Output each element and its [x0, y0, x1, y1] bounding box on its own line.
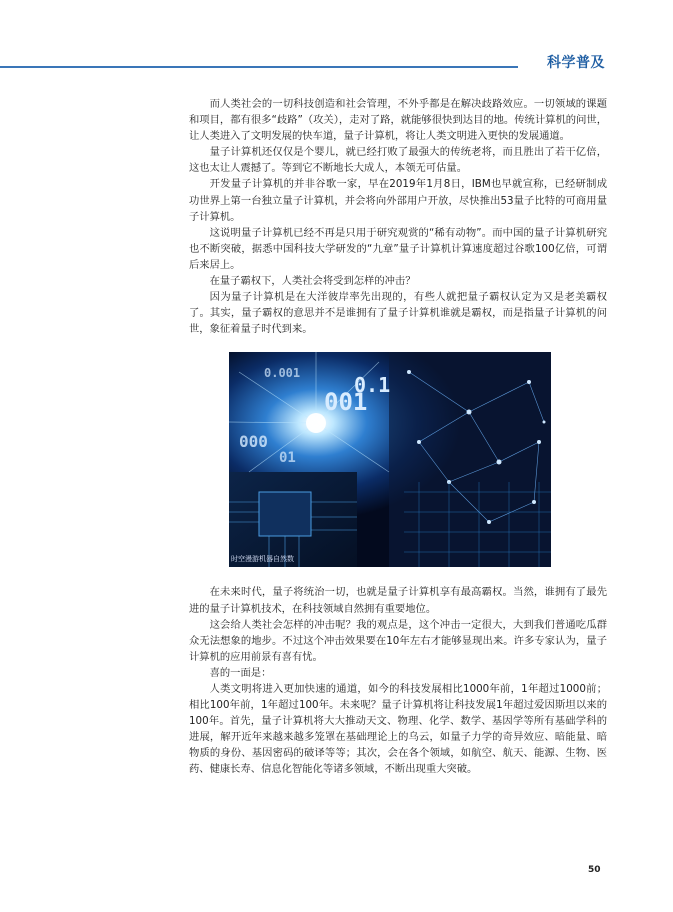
paragraph: 人类文明将进入更加快速的通道，如今的科技发展相比1000年前，1年超过1000前；相比100年前，1年超过100年。未来呢？量子计算机将让科技发展1年超过爱因斯坦以来的100年。首先，量子计算机将大大推动天文、物理、化学、数学、基因学等所有基础学科的进展，解开近年来越来越多笼罩在基础理论上的乌云，如量子力学的奇异效应、暗能量、暗物质的身份、基因密码的破译等等；其次，会在各个领域，如航空、航天、能源、生物、医药、健康长寿、信息化智能化等诸多领域，不断出现重大突破。	[189, 682, 607, 776]
binary-text: 000	[239, 432, 268, 452]
paragraph: 在量子霸权下，人类社会将受到怎样的冲击？	[209, 275, 416, 288]
paragraph: 这会给人类社会怎样的冲击呢？我的观点是，这个冲击一定很大，大到我们普通吃瓜群众无法想象的地步。不过这个冲击效果要在10年左右才能够显现出来。许多专家认为，量子计算机的应用前景有喜有忧。	[189, 618, 607, 663]
page-number: 50	[588, 865, 601, 875]
paragraph: 在未来时代，量子将统治一切，也就是量子计算机享有最高霸权。当然，谁拥有了最先进的量子计算机技术，在科技领域自然拥有重要地位。	[189, 586, 607, 615]
paragraph: 喜的一面是：	[209, 666, 272, 679]
paragraph: 开发量子计算机的并非谷歌一家，早在2019年1月8日，IBM也早就宣称，已经研制成功世界上第一台独立量子计算机，并会将向外部用户开放，尽快推出53量子比特的可商用量子计算机。	[189, 178, 607, 223]
binary-text: 001	[324, 388, 368, 417]
paragraph: 这说明量子计算机已经不再是只用于研究观赏的“稀有动物”。而中国的量子计算机研究也不断突破，据悉中国科技大学研发的“九章”量子计算机计算速度超过谷歌100亿倍，可谓后来居上。	[189, 226, 607, 271]
binary-text: 0.001	[264, 366, 301, 381]
header-rule	[0, 66, 518, 68]
paragraph: 量子计算机还仅仅是个婴儿，就已经打败了最强大的传统老将，而且胜出了若干亿倍，这也太让人震撼了。等到它不断地长大成人，本领无可估量。	[189, 146, 607, 175]
paragraph: 而人类社会的一切科技创造和社会管理，不外乎都是在解决歧路效应。一切领域的课题和项目，都有很多“歧路”（攻关），走对了路，就能够很快到达目的地。传统计算机的问世，让人类进入了文明发展的快车道，量子计算机，将让人类文明进入更快的发展通道。	[189, 98, 607, 143]
binary-text: 01	[279, 450, 296, 467]
article-body	[189, 96, 607, 778]
binary-text: 0.1	[354, 373, 391, 398]
paragraph: 因为量子计算机是在大洋彼岸率先出现的，有些人就把量子霸权认定为又是老美霸权了。其实，量子霸权的意思并不是谁拥有了量子计算机谁就是霸权，而是指量子计算机的问世，象征着量子时代到来。	[189, 291, 607, 336]
quantum-network-image	[229, 352, 551, 567]
figure-caption: 时空漫游机器自然数	[231, 555, 294, 564]
quantum-illustration	[229, 352, 551, 567]
section-title: 科学普及	[547, 55, 605, 71]
